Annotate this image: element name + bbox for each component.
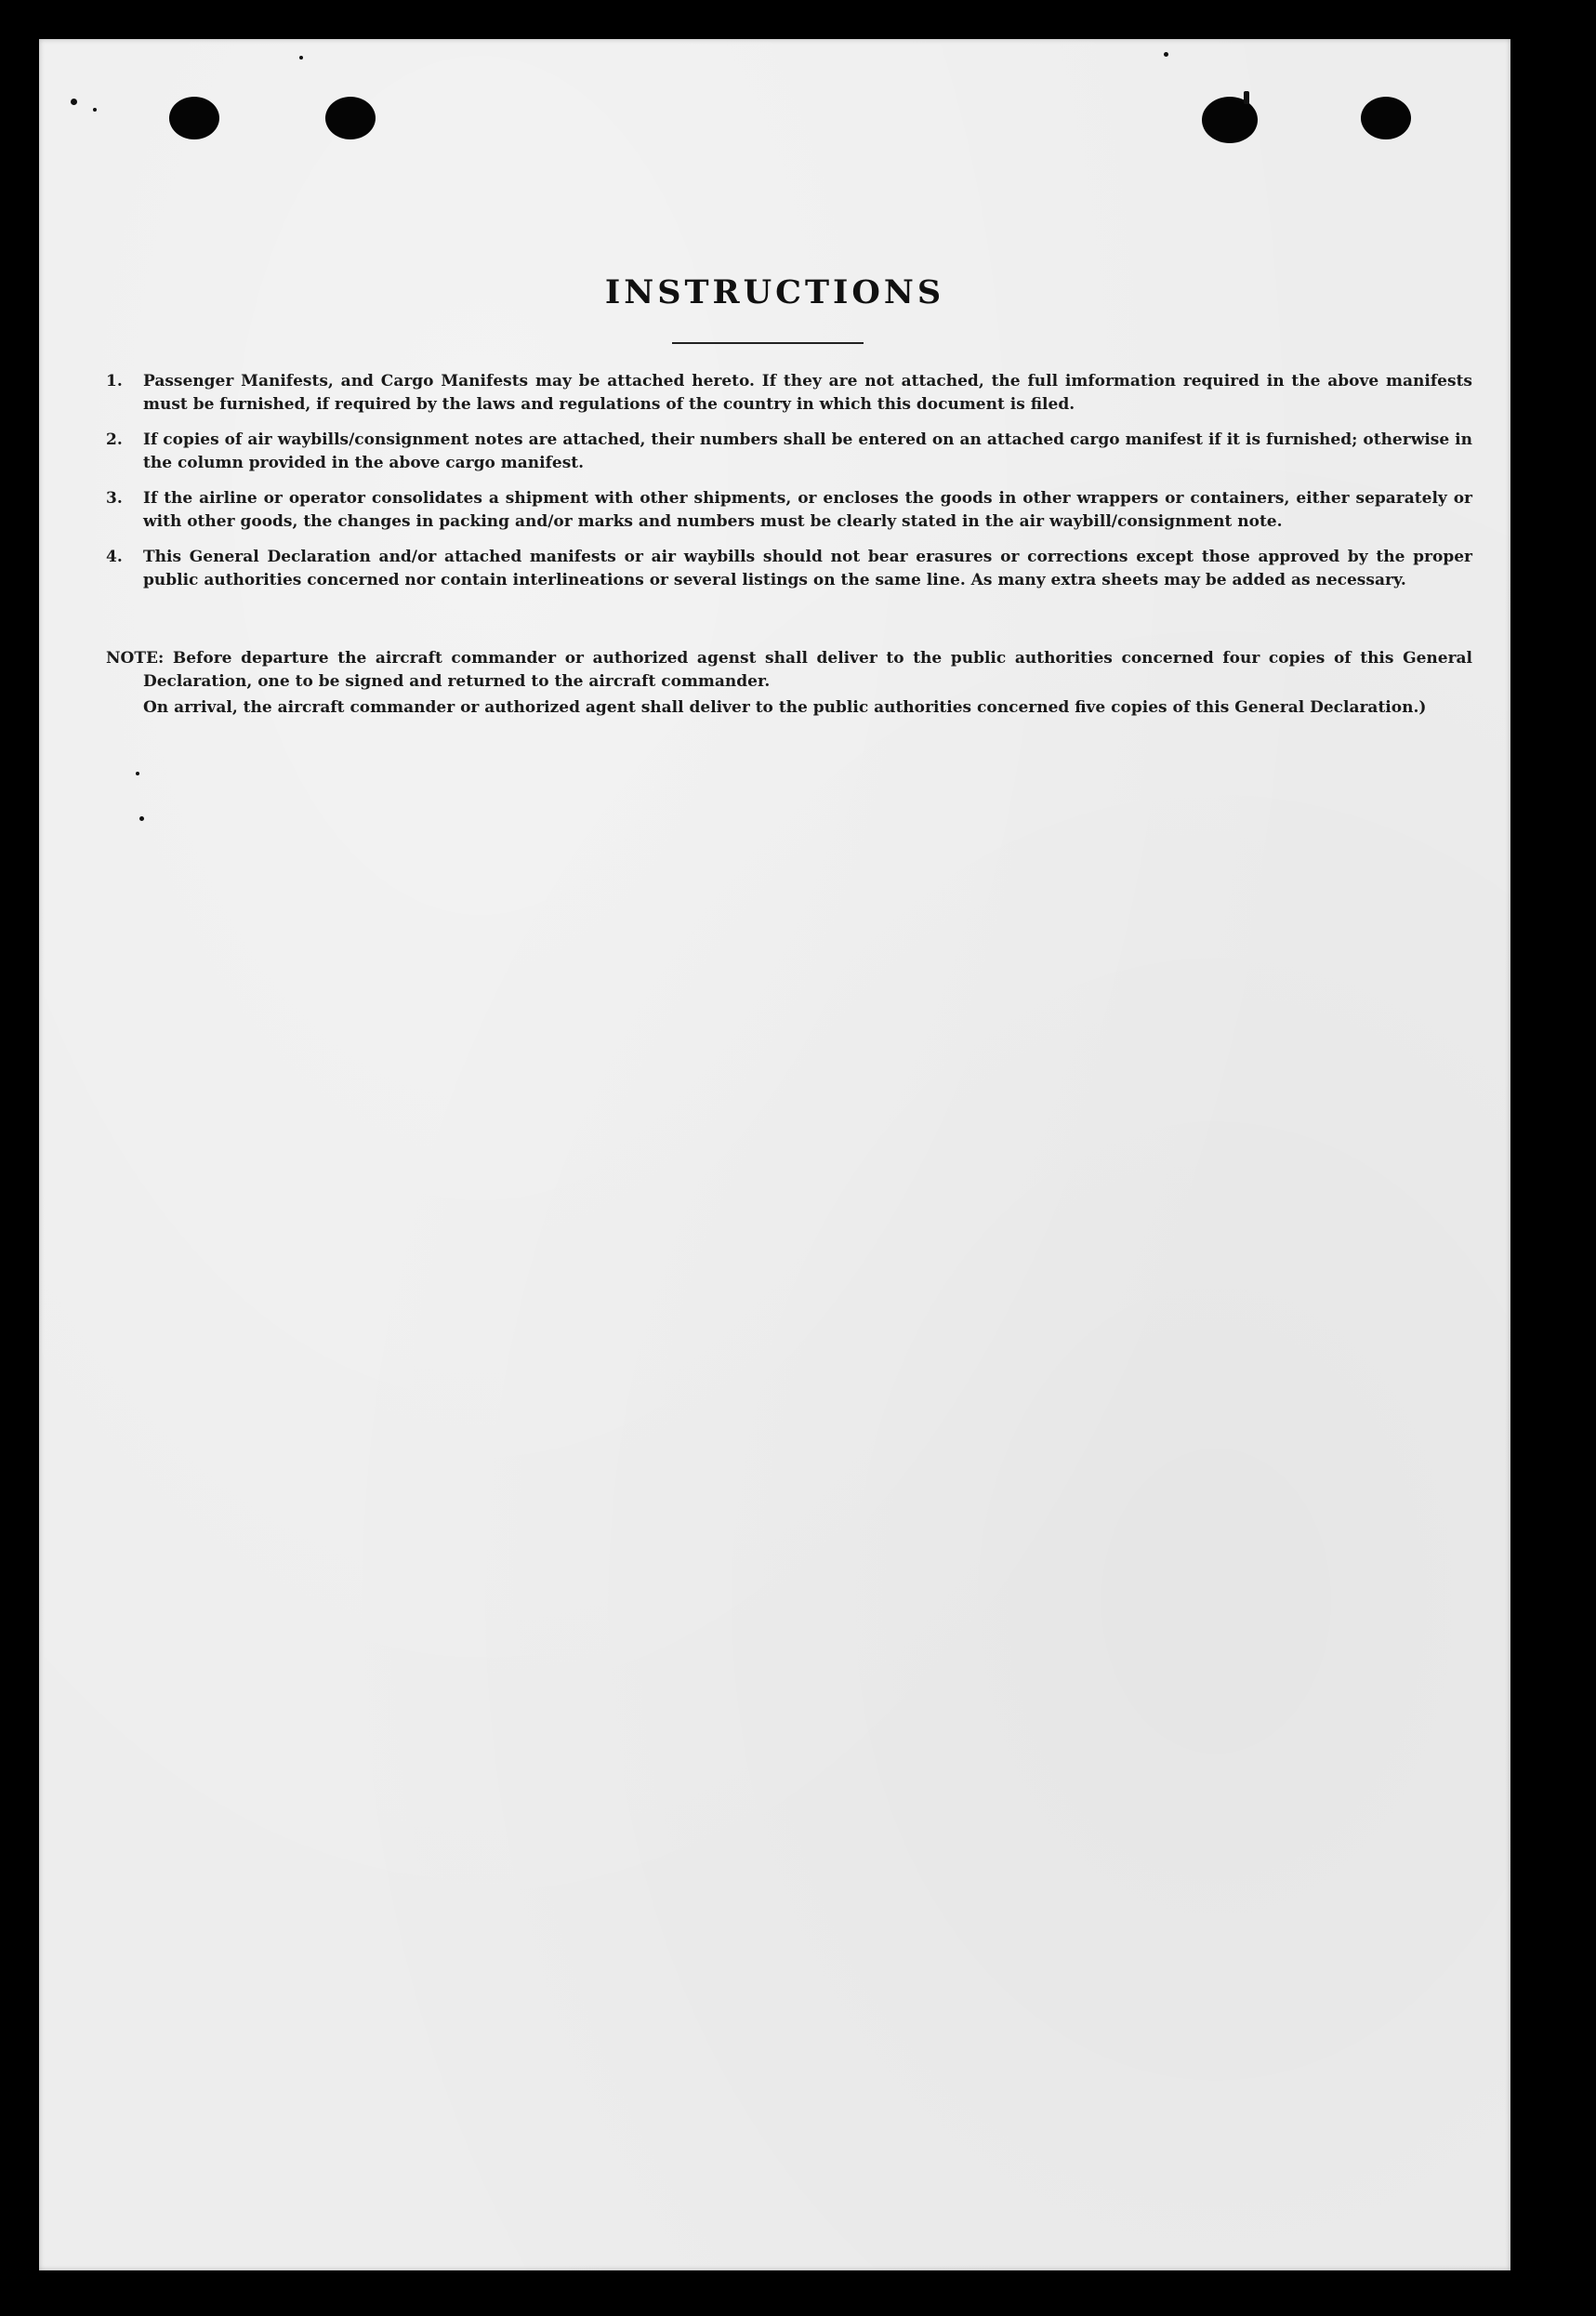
instruction-number: 3. <box>106 489 123 508</box>
page-title: INSTRUCTIONS <box>604 273 945 311</box>
instruction-text: Passenger Manifests, and Cargo Manifests may be attached hereto. If they are not attached, the full imformation required in the above manifests must be furnished, if required by the laws and regulations of the country in which this document is filed. <box>143 372 1472 414</box>
scan-speck <box>93 108 97 112</box>
scan-speck <box>299 56 303 60</box>
paper-sheet <box>39 39 1510 2270</box>
note-label: NOTE: <box>106 649 165 668</box>
instruction-number: 1. <box>106 372 123 390</box>
instruction-text: This General Declaration and/or attached manifests or air waybills should not bear erasures or corrections except those approved by the proper public authorities concerned nor contain interlineations or several listings on the same line. As many extra sheets may be added as necessary. <box>143 548 1472 589</box>
punch-hole-4 <box>1361 97 1411 139</box>
punch-hole-2 <box>325 97 376 139</box>
instruction-number: 4. <box>106 548 123 566</box>
scan-speck <box>1244 91 1249 104</box>
scan-speck <box>139 816 144 821</box>
instruction-text: If copies of air waybills/consignment notes are attached, their numbers shall be entered on an attached cargo manifest if it is furnished; otherwise in the column provided in the above cargo manifest. <box>143 430 1472 472</box>
note-departure <box>106 647 1472 694</box>
instruction-item <box>106 546 1472 592</box>
instruction-item <box>106 429 1472 475</box>
instruction-item <box>106 370 1472 417</box>
scan-speck <box>136 772 139 775</box>
title-underline <box>672 342 864 344</box>
note-departure-text: Before departure the aircraft commander or authorized agenst shall deliver to the public authorities concerned four copies of this General Declaration, one to be signed and returned to the aircraft commander. <box>143 649 1473 691</box>
instruction-item <box>106 487 1472 534</box>
instruction-number: 2. <box>106 430 123 449</box>
scan-speck <box>1164 52 1168 57</box>
note-arrival: On arrival, the aircraft commander or authorized agent shall deliver to the public authorities concerned five copies of this General Declaration.) <box>143 698 1427 717</box>
punch-hole-3 <box>1202 97 1258 143</box>
note-section <box>106 647 1472 720</box>
instruction-text: If the airline or operator consolidates a shipment with other shipments, or encloses the goods in other wrappers or containers, either separately or with other goods, the changes in packing and/or marks and numbers must be clearly stated in the air waybill/consignment note. <box>143 489 1472 531</box>
scan-speck <box>71 99 77 105</box>
punch-hole-1 <box>169 97 219 139</box>
instructions-list <box>106 370 1472 604</box>
